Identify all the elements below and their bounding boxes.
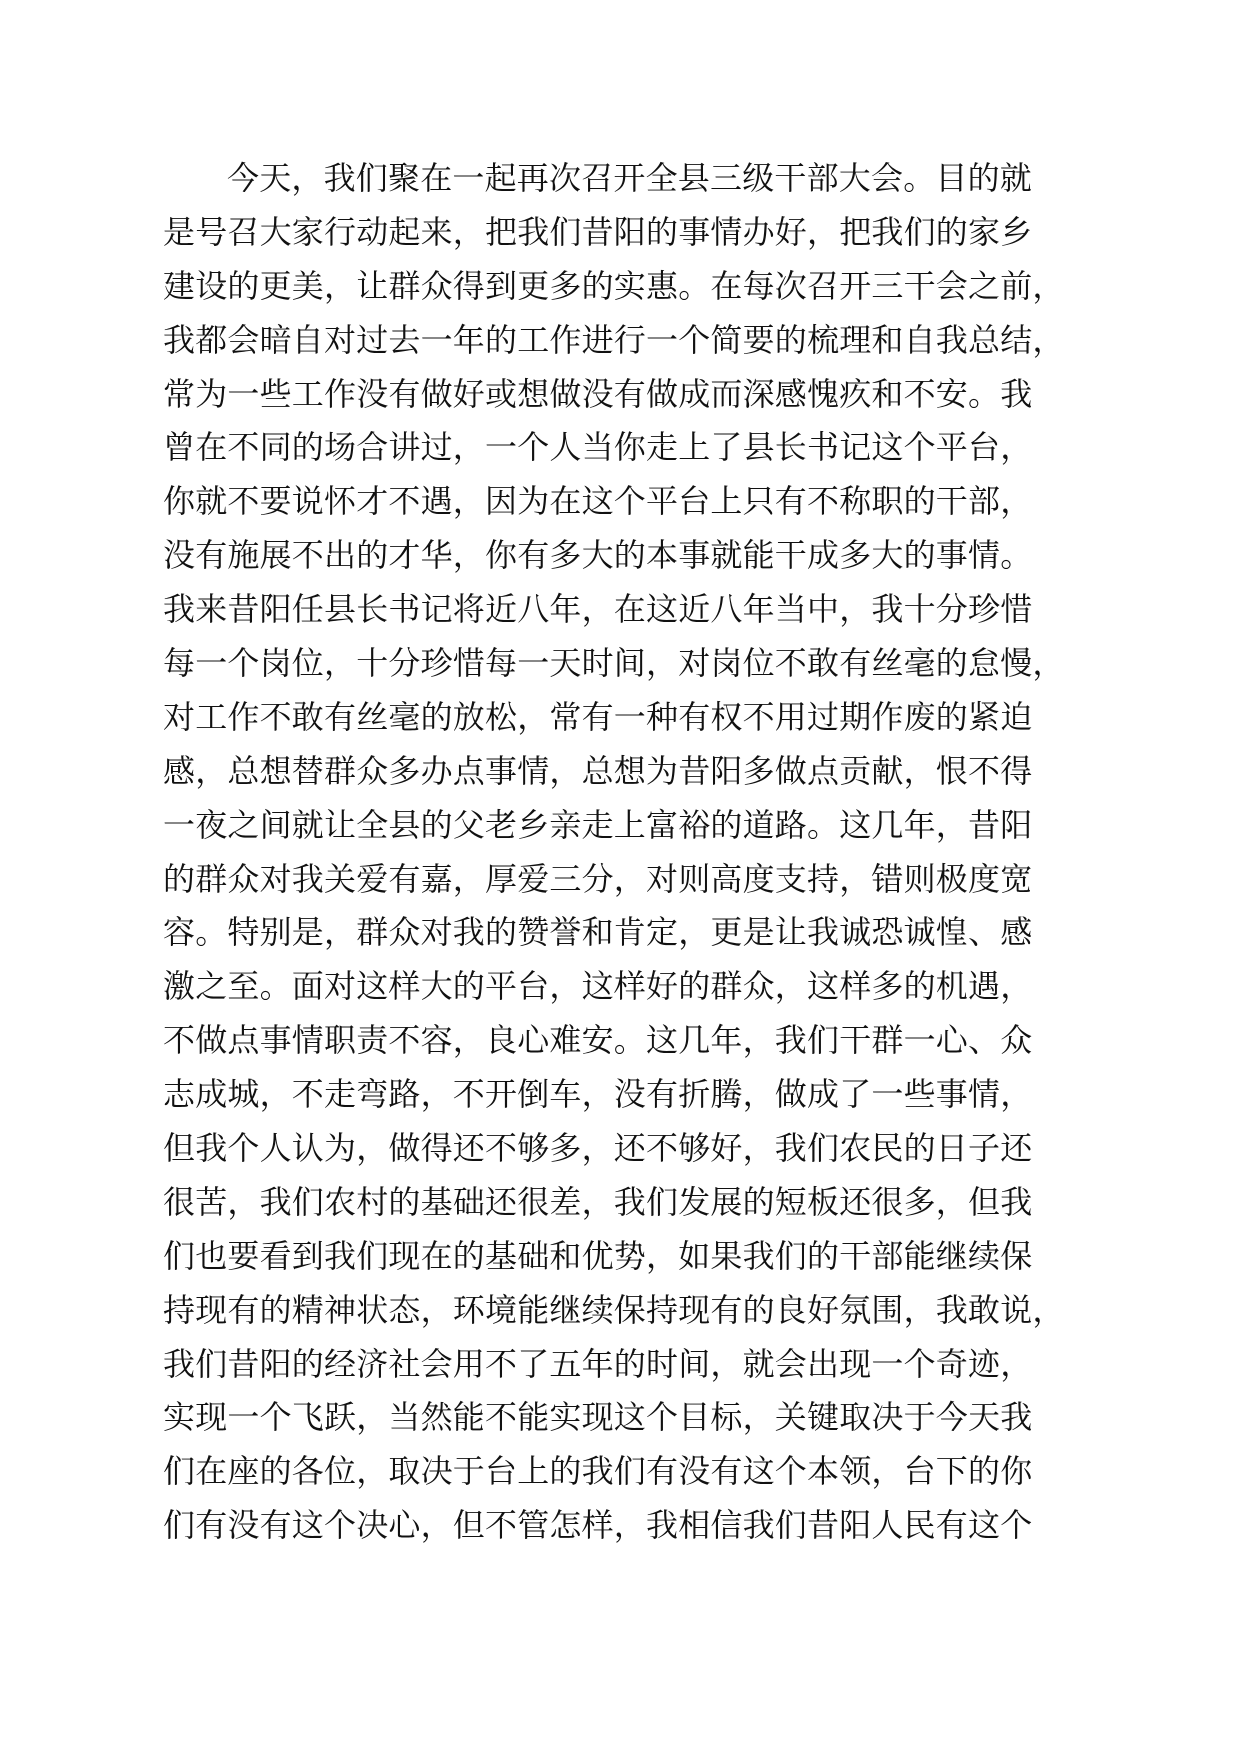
text-line: 们在座的各位，取决于台上的我们有没有这个本领，台下的你	[163, 1452, 1033, 1491]
body-paragraph	[163, 152, 1103, 1553]
text-line: 今天，我们聚在一起再次召开全县三级干部大会。目的就	[227, 159, 1033, 197]
text-line: 我来昔阳任县长书记将近八年，在这近八年当中，我十分珍惜	[163, 590, 1033, 629]
text-line: 不做点事情职责不容，良心难安。这几年，我们干群一心、众	[163, 1021, 1033, 1060]
text-line: 实现一个飞跃，当然能不能实现这个目标，关键取决于今天我	[163, 1398, 1033, 1437]
text-line: 曾在不同的场合讲过，一个人当你走上了县长书记这个平台，	[163, 428, 1033, 467]
text-line: 志成城，不走弯路，不开倒车，没有折腾，做成了一些事情，	[163, 1075, 1033, 1114]
text-line: 持现有的精神状态，环境能继续保持现有的良好氛围，我敢说，	[163, 1290, 1065, 1329]
text-line: 你就不要说怀才不遇，因为在这个平台上只有不称职的干部，	[163, 482, 1033, 521]
text-line: 容。特别是，群众对我的赞誉和肯定，更是让我诚恐诚惶、感	[163, 913, 1033, 952]
text-line: 的群众对我关爱有嘉，厚爱三分，对则高度支持，错则极度宽	[163, 859, 1033, 898]
text-line: 们也要看到我们现在的基础和优势，如果我们的干部能继续保	[163, 1236, 1033, 1275]
text-line: 但我个人认为，做得还不够多，还不够好，我们农民的日子还	[163, 1129, 1033, 1168]
text-line: 对工作不敢有丝毫的放松，常有一种有权不用过期作废的紧迫	[163, 697, 1033, 736]
text-line: 常为一些工作没有做好或想做没有做成而深感愧疚和不安。我	[163, 374, 1033, 413]
text-line: 很苦，我们农村的基础还很差，我们发展的短板还很多，但我	[163, 1182, 1033, 1221]
text-line: 是号召大家行动起来，把我们昔阳的事情办好，把我们的家乡	[163, 212, 1033, 251]
text-line: 没有施展不出的才华，你有多大的本事就能干成多大的事情。	[163, 536, 1033, 575]
text-line: 激之至。面对这样大的平台，这样好的群众，这样多的机遇，	[163, 967, 1033, 1006]
text-line: 建设的更美，让群众得到更多的实惠。在每次召开三干会之前，	[163, 266, 1065, 305]
text-line: 们有没有这个决心，但不管怎样，我相信我们昔阳人民有这个	[163, 1506, 1033, 1545]
text-line: 我都会暗自对过去一年的工作进行一个简要的梳理和自我总结，	[163, 320, 1065, 359]
text-line: 每一个岗位，十分珍惜每一天时间，对岗位不敢有丝毫的怠慢，	[163, 644, 1065, 683]
text-line: 感，总想替群众多办点事情，总想为昔阳多做点贡献，恨不得	[163, 751, 1033, 790]
text-line: 一夜之间就让全县的父老乡亲走上富裕的道路。这几年，昔阳	[163, 805, 1033, 844]
text-line: 我们昔阳的经济社会用不了五年的时间，就会出现一个奇迹，	[163, 1344, 1033, 1383]
